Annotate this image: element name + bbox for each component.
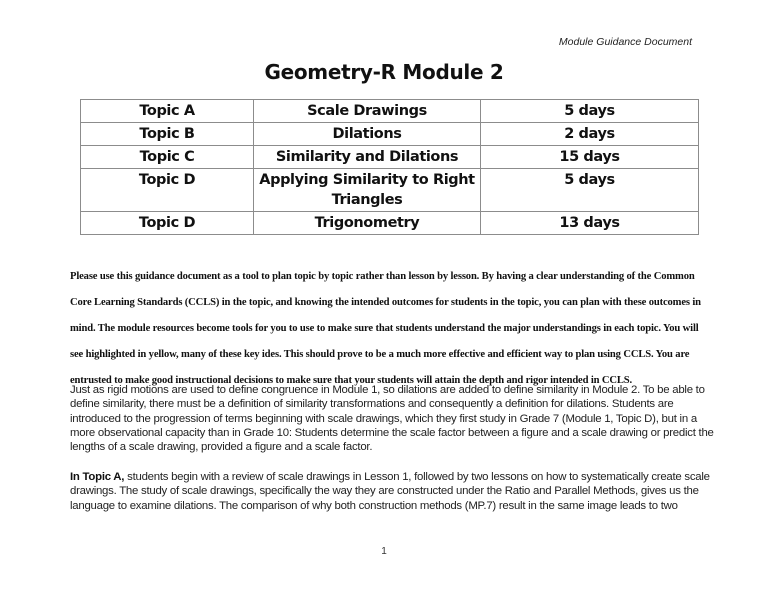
duration-cell: 5 days (481, 100, 699, 123)
topic-a-body: students begin with a review of scale drawings in Lesson 1, followed by two lessons on how to systematically create scale drawings. The study of scale drawings, specifically the way they are constructed under the Ratio and Parallel Methods, gives us the language to examine dilations. The comparison of why both construction methods (MP.7) result in the same image leads to two (70, 471, 710, 512)
running-header: Module Guidance Document (558, 36, 692, 48)
body-paragraph-topic-a (70, 470, 720, 513)
duration-cell: 5 days (481, 169, 699, 212)
topic-name-cell: Similarity and Dilations (254, 146, 481, 169)
duration-cell: 15 days (481, 146, 699, 169)
topic-name-cell: Dilations (254, 123, 481, 146)
page-number: 1 (381, 546, 387, 557)
topic-cell: Topic C (81, 146, 254, 169)
table-row (81, 100, 699, 123)
topic-name-cell: Trigonometry (254, 212, 481, 235)
document-title: Geometry-R Module 2 (264, 60, 504, 84)
topic-name-cell: Scale Drawings (254, 100, 481, 123)
topic-a-lead: In Topic A, (70, 471, 125, 483)
table-row (81, 212, 699, 235)
topic-cell: Topic B (81, 123, 254, 146)
topics-table (80, 99, 699, 235)
topic-cell: Topic D (81, 169, 254, 212)
table-row (81, 123, 699, 146)
topic-cell: Topic D (81, 212, 254, 235)
table-row (81, 169, 699, 212)
duration-cell: 13 days (481, 212, 699, 235)
topic-cell: Topic A (81, 100, 254, 123)
intro-paragraph: Please use this guidance document as a tool to plan topic by topic rather than lesson by lesson. By having a clear understanding of the Common Core Learning Standards (CCLS) in the topic, and knowing the intended outcomes for students in the topic, you can plan with these outcomes in mind. The module resources become tools for you to use to make sure that students understand the major understandings in each topic. You will see highlighted in yellow, many of these key ides. This should prove to be a much more effective and efficient way to plan using CCLS. You are entrusted to make good instructional decisions to make sure that your students will attain the depth and rigor intended in CCLS. (70, 271, 701, 386)
table-row (81, 146, 699, 169)
topic-name-cell: Applying Similarity to Right Triangles (254, 169, 481, 212)
duration-cell: 2 days (481, 123, 699, 146)
body-paragraph-similarity: Just as rigid motions are used to define congruence in Module 1, so dilations are added to define similarity in Module 2. To be able to define similarity, there must be a definition of similarity transformations and consequently a definition for dilations. Students are introduced to the progression of terms beginning with scale drawings, which they first study in Grade 7 (Module 1, Topic D), but in a more observational capacity than in Grade 10: Students determine the scale factor between a figure and a scale drawing or predict the lengths of a scale drawing, provided a figure and a scale factor. (70, 384, 714, 454)
